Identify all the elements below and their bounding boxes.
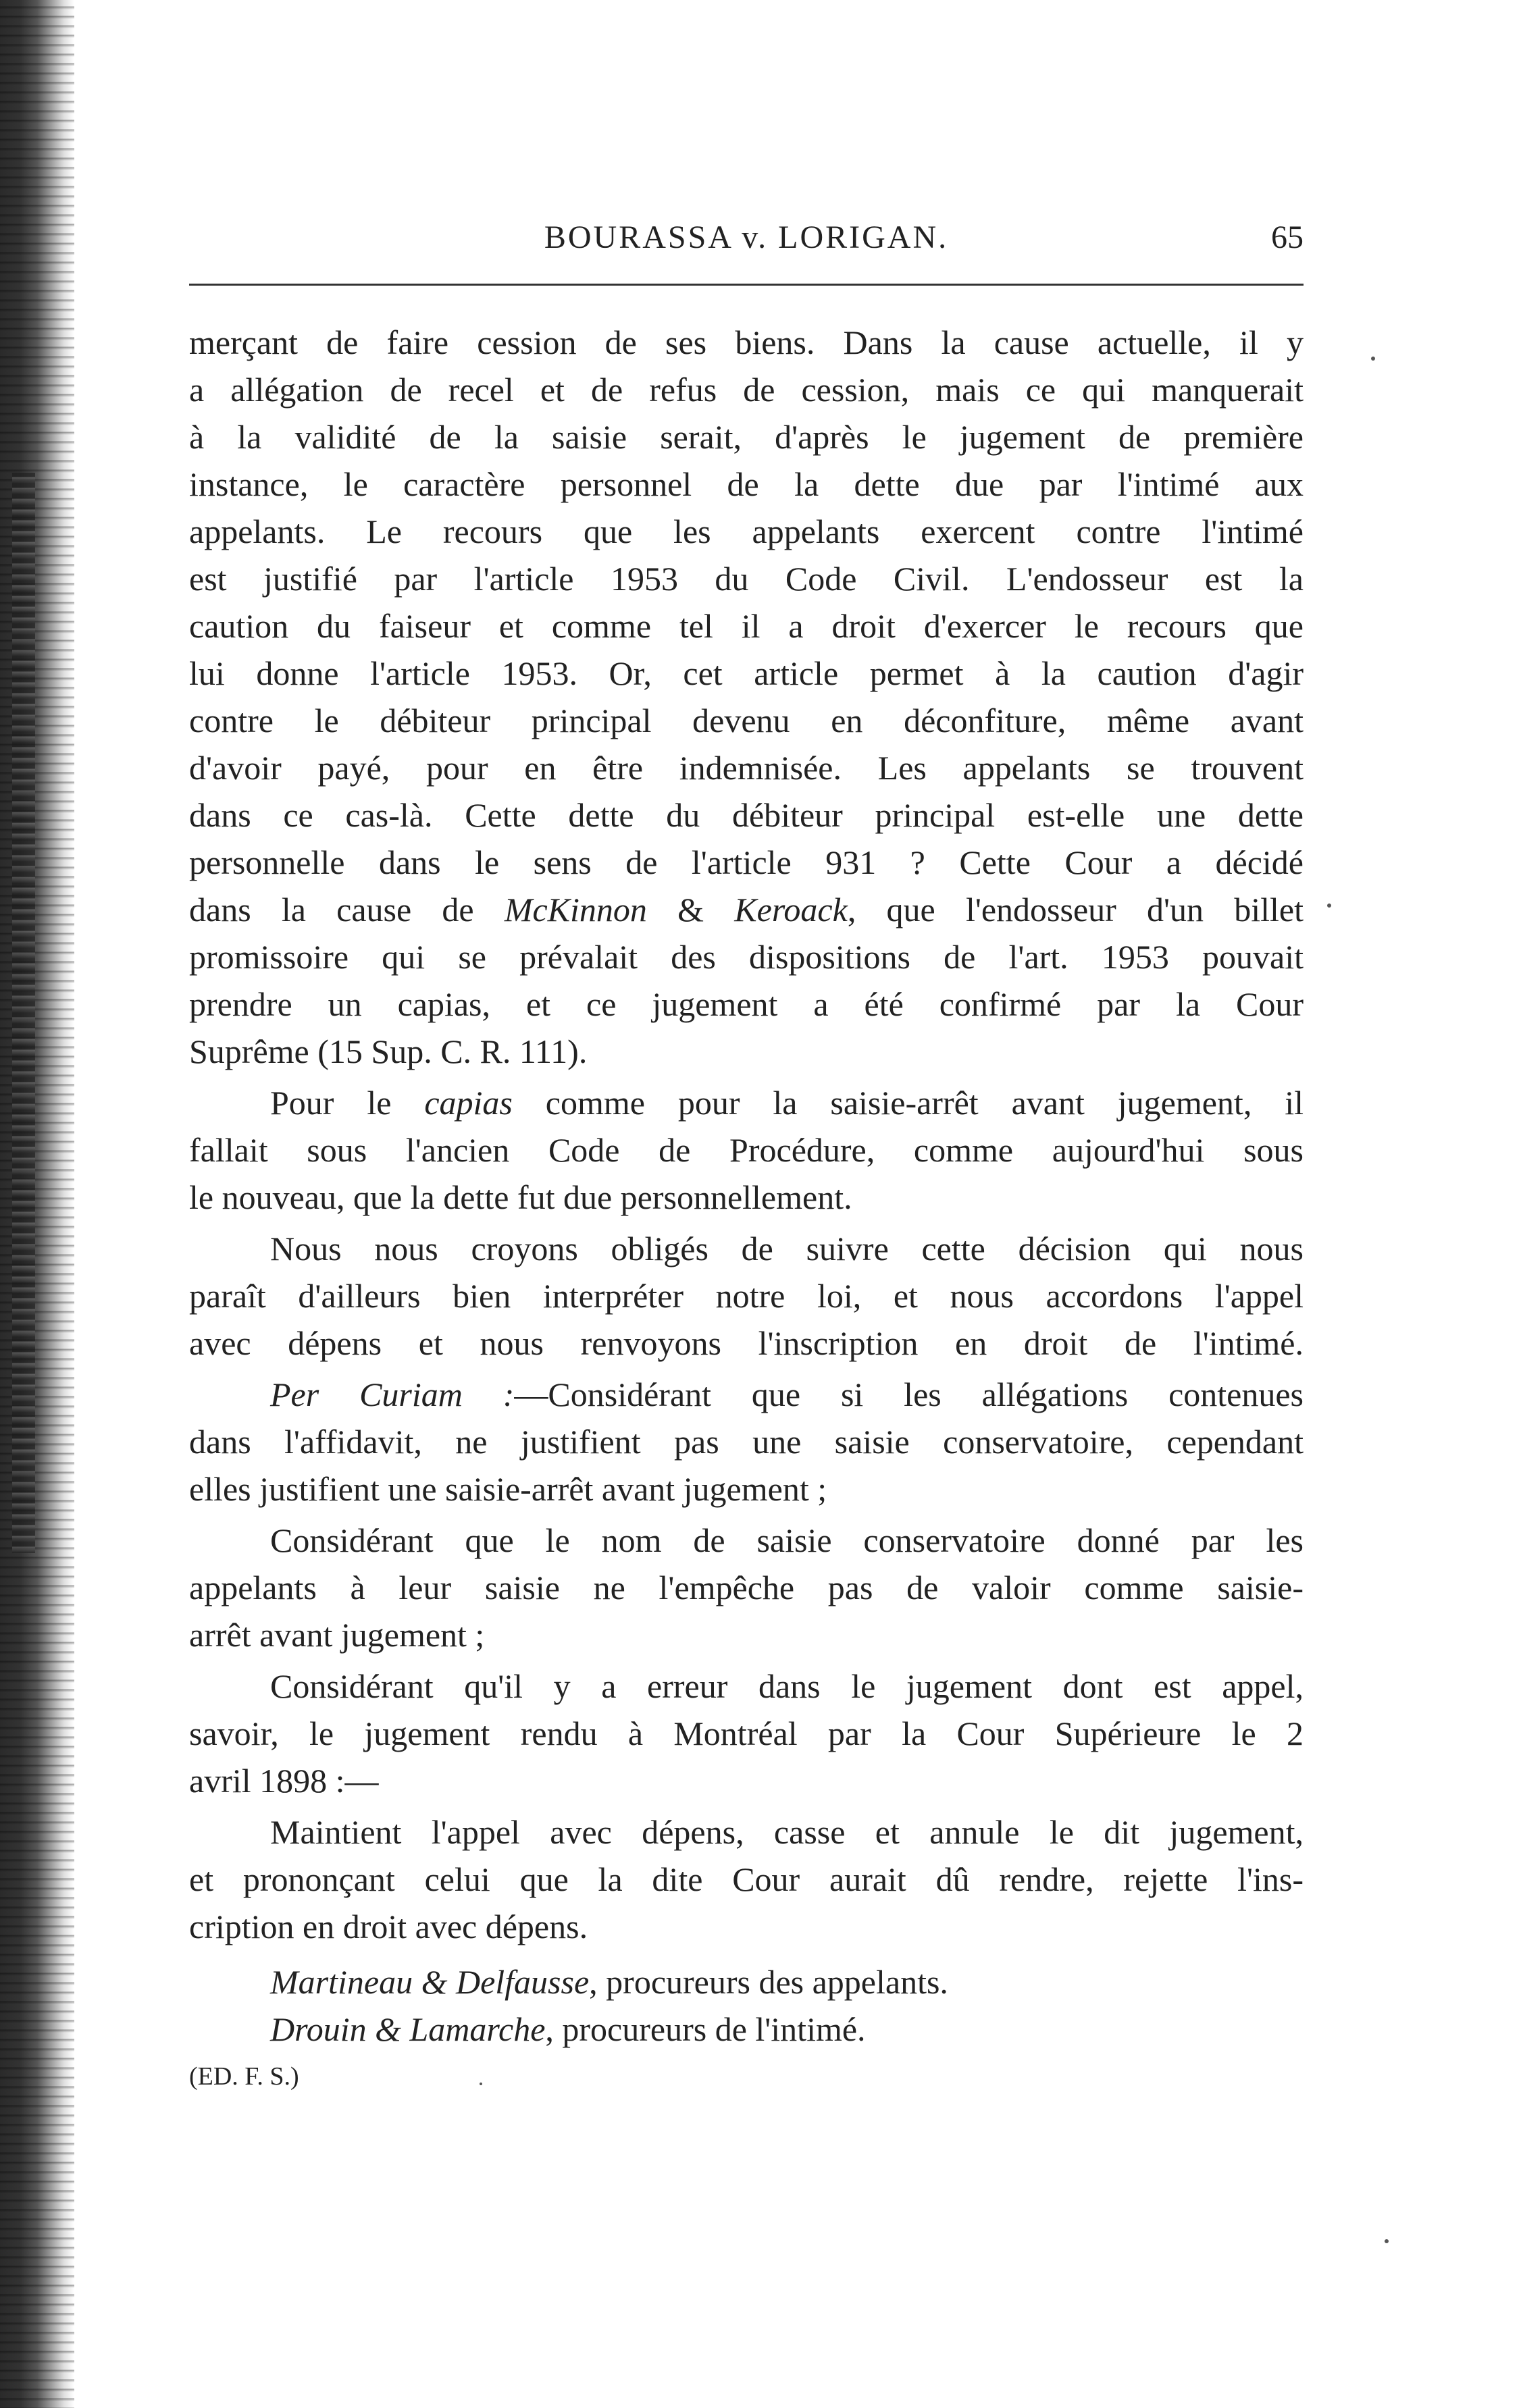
signature-appellants: [189, 1958, 1304, 2006]
page-header: [189, 215, 1304, 269]
text-line-paragraph-start: Considérant qu'il y a erreur dans le jugement dont est appel,: [270, 1667, 1304, 1705]
text-line: appelants à leur saisie ne l'empêche pas de valoir comme saisie-: [189, 1569, 1304, 1606]
case-party-name: McKinnon: [504, 891, 647, 928]
speck: [1371, 357, 1375, 361]
page-body: [189, 319, 1304, 2100]
running-title: BOURASSA v. LORIGAN.: [544, 219, 949, 255]
per-curiam-label: Per Curiam :: [270, 1376, 515, 1413]
emphasis-capias: capias: [424, 1084, 513, 1122]
signature-respondent: [189, 2006, 1304, 2053]
text-line: merçant de faire cession de ses biens. Dans la cause actuelle, il y: [189, 323, 1304, 361]
binding-shadow: [12, 473, 35, 1553]
text-line: promissoire qui se prévalait des dispositions de l'art. 1953 pouvait: [189, 938, 1304, 976]
attorney-names: Drouin & Lamarche: [270, 2010, 546, 2048]
text-line: arrêt avant jugement ;: [189, 1616, 485, 1654]
text-line-paragraph-start: Maintient l'appel avec dépens, casse et annule le dit jugement,: [270, 1813, 1304, 1851]
text-line: prendre un capias, et ce jugement a été confirmé par la Cour: [189, 985, 1304, 1023]
text-line-paragraph-start: Nous nous croyons obligés de suivre cette décision qui nous: [270, 1230, 1304, 1267]
text-line-paragraph-start: Considérant que le nom de saisie conservatoire donné par les: [270, 1521, 1304, 1559]
text-fragment: , que l'endosseur d'un billet: [847, 891, 1304, 928]
text-fragment: comme pour la saisie-arrêt avant jugement, il: [512, 1084, 1304, 1122]
text-line: dans ce cas-là. Cette dette du débiteur principal est-elle une dette: [189, 796, 1304, 834]
header-rule: [189, 284, 1304, 286]
text-line-per-curiam: [189, 1371, 1304, 1418]
text-line: avril 1898 :—: [189, 1762, 379, 1800]
text-fragment: &: [646, 891, 735, 928]
speck: [1385, 2239, 1389, 2243]
text-fragment: Pour le: [270, 1084, 425, 1122]
text-line: le nouveau, que la dette fut due personnellement.: [189, 1178, 852, 1216]
text-line-case-citation: [189, 886, 1304, 933]
text-line: caution du faiseur et comme tel il a droit d'exercer le recours que: [189, 607, 1304, 645]
text-fragment: , procureurs des appelants.: [589, 1963, 948, 2001]
case-party-name: Keroack: [734, 891, 848, 928]
reporter-initials: (ED. F. S.): [189, 2062, 299, 2091]
text-line: elles justifient une saisie-arrêt avant jugement ;: [189, 1470, 827, 1508]
text-line: personnelle dans le sens de l'article 931 ? Cette Cour a décidé: [189, 843, 1304, 881]
text-line: Suprême (15 Sup. C. R. 111).: [189, 1032, 588, 1070]
text-line: lui donne l'article 1953. Or, cet article permet à la caution d'agir: [189, 654, 1304, 692]
text-line: appelants. Le recours que les appelants exercent contre l'intimé: [189, 513, 1304, 550]
scanned-page-edge: [0, 0, 74, 2408]
text-line: contre le débiteur principal devenu en déconfiture, même avant: [189, 702, 1304, 739]
text-line: savoir, le jugement rendu à Montréal par la Cour Supérieure le 2: [189, 1715, 1304, 1752]
text-line: dans l'affidavit, ne justifient pas une saisie conservatoire, cependant: [189, 1423, 1304, 1461]
text-line: avec dépens et nous renvoyons l'inscription en droit de l'intimé.: [189, 1324, 1304, 1362]
page-number: 65: [1271, 219, 1304, 255]
speck: [480, 2083, 482, 2085]
text-fragment: , procureurs de l'intimé.: [545, 2010, 866, 2048]
text-line: cription en droit avec dépens.: [189, 1908, 588, 1945]
attorney-names: Martineau & Delfausse: [270, 1963, 590, 2001]
text-line: fallait sous l'ancien Code de Procédure, comme aujourd'hui sous: [189, 1131, 1304, 1169]
text-line: d'avoir payé, pour en être indemnisée. Les appelants se trouvent: [189, 749, 1304, 787]
text-line: instance, le caractère personnel de la dette due par l'intimé aux: [189, 465, 1304, 503]
text-line: est justifié par l'article 1953 du Code Civil. L'endosseur est la: [189, 560, 1304, 598]
text-line: à la validité de la saisie serait, d'après le jugement de première: [189, 418, 1304, 456]
text-line: a allégation de recel et de refus de cession, mais ce qui manquerait: [189, 371, 1304, 409]
text-line: et prononçant celui que la dite Cour aurait dû rendre, rejette l'ins-: [189, 1860, 1304, 1898]
text-line-paragraph-start: [189, 1079, 1304, 1126]
text-line: paraît d'ailleurs bien interpréter notre loi, et nous accordons l'appel: [189, 1277, 1304, 1315]
speck: [1327, 904, 1331, 908]
text-fragment: dans la cause de: [189, 891, 505, 928]
text-fragment: —Considérant que si les allégations contenues: [514, 1376, 1304, 1413]
